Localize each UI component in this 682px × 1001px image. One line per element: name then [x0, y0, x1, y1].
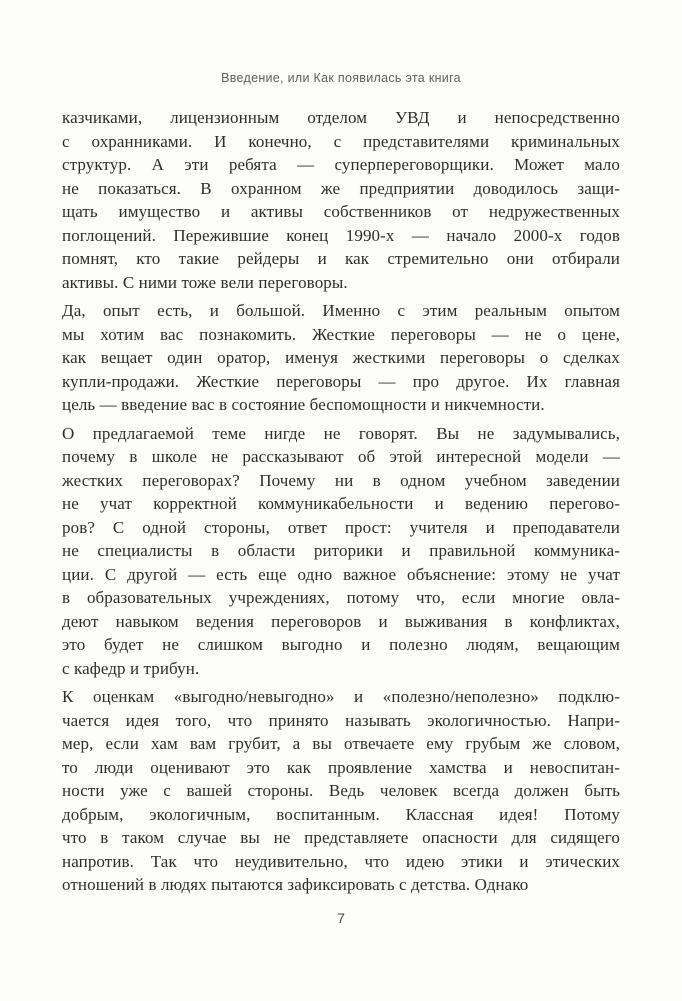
page-number: 7	[337, 910, 345, 926]
text-line: ности уже с вашей стороны. Ведь человек всегда должен быть	[62, 781, 620, 800]
paragraph	[62, 106, 620, 294]
text-line: ров? С одной стороны, ответ прост: учителя и преподаватели	[62, 517, 620, 537]
text-line: цель — введение вас в состояние беспомощности и никчемности.	[62, 395, 545, 414]
text-line: с кафедр и трибун.	[62, 658, 200, 678]
text-line: это будет не слишком выгодно и полезно людям, вещающим	[62, 635, 620, 654]
text-line: активы. С ними тоже вели переговоры.	[62, 272, 348, 292]
text-line: в образовательных учреждениях, потому что, если многие овла-	[62, 588, 620, 607]
text-line: как вещает один оратор, именуя жесткими переговоры о сделках	[62, 348, 620, 367]
text-line: жестких переговорах? Почему ни в одном учебном заведении	[62, 470, 620, 490]
text-line: Да, опыт есть, и большой. Именно с этим реальным опытом	[62, 301, 620, 320]
text-line: купли-продажи. Жесткие переговоры — про другое. Их главная	[62, 371, 620, 391]
text-line: не специалисты в области риторики и правильной коммуника-	[62, 541, 620, 560]
paragraph	[62, 685, 620, 897]
text-line: О предлагаемой теме нигде не говорят. Вы не задумывались,	[62, 423, 620, 443]
text-line: что в таком случае вы не представляете опасности для сидящего	[62, 828, 620, 847]
text-line: мы хотим вас познакомить. Жесткие переговоры — не о цене,	[62, 324, 620, 344]
text-line: К оценкам «выгодно/невыгодно» и «полезно/неполезно» подклю-	[62, 687, 620, 706]
text-line: ции. С другой — есть еще одно важное объяснение: этому не учат	[62, 564, 620, 584]
text-line: отношений в людях пытаются зафиксировать с детства. Однако	[62, 875, 529, 894]
text-line: с охранниками. И конечно, с представителями криминальных	[62, 131, 620, 151]
paragraph	[62, 422, 620, 681]
text-line: поглощений. Пережившие конец 1990-х — начало 2000-х годов	[62, 225, 620, 245]
text-line: то люди оценивают это как проявление хамства и невоспитан-	[62, 757, 620, 777]
text-block	[62, 106, 620, 902]
text-line: деют навыком ведения переговоров и выживания в конфликтах,	[62, 611, 620, 631]
running-header: Введение, или Как появилась эта книга	[221, 71, 461, 85]
text-line: помнят, кто такие рейдеры и как стремительно они отбирали	[62, 249, 620, 268]
text-line: мер, если хам вам грубит, а вы отвечаете ему грубым же словом,	[62, 734, 620, 753]
text-line: напротив. Так что неудивительно, что идею этики и этических	[62, 851, 620, 871]
text-line: добрым, экологичным, воспитанным. Классная идея! Потому	[62, 804, 620, 824]
text-line: чается идея того, что принято называть экологичностью. Напри-	[62, 710, 620, 730]
text-line: структур. А эти ребята — суперпереговорщики. Может мало	[62, 155, 620, 174]
text-line: не учат корректной коммуникабельности и ведению перегово-	[62, 494, 620, 513]
paragraph	[62, 299, 620, 417]
text-line: казчиками, лицензионным отделом УВД и непосредственно	[62, 108, 620, 127]
text-line: щать имущество и активы собственников от недружественных	[62, 202, 620, 221]
text-line: не показаться. В охранном же предприятии доводилось защи-	[62, 178, 620, 198]
text-line: почему в школе не рассказывают об этой интересной модели —	[62, 447, 620, 466]
